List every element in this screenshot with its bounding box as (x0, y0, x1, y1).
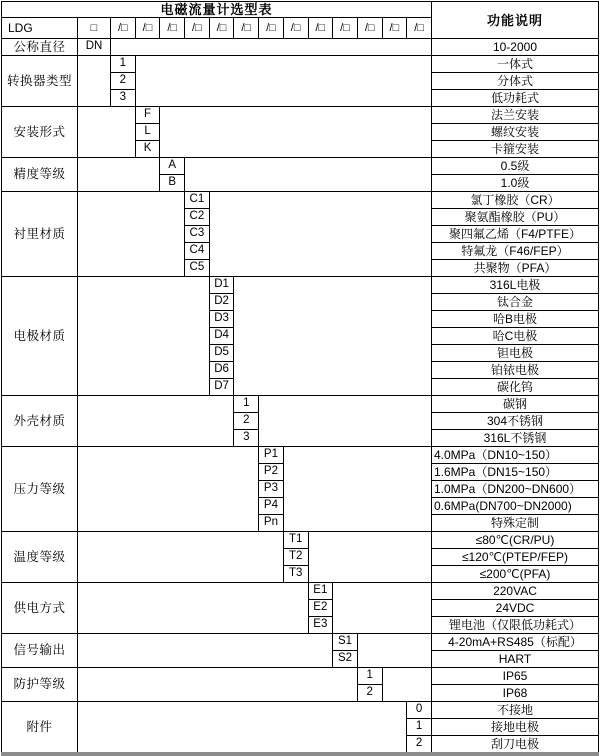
description-cell: IP65 (431, 668, 598, 685)
code-cell: E3 (308, 617, 333, 634)
spacer-cell (111, 39, 432, 56)
description-cell: 316L电极 (431, 277, 598, 294)
description-cell: 碳钢 (431, 396, 598, 413)
description-cell: 卡箍安装 (431, 141, 598, 158)
spacer-cell (78, 192, 185, 277)
row-label: 附件 (2, 702, 78, 755)
row-label: 精度等级 (2, 158, 78, 192)
selection-table (1, 1, 599, 756)
spacer-cell (185, 158, 432, 192)
row-label: 外壳材质 (2, 396, 78, 447)
function-description-header: 功能说明 (431, 2, 598, 39)
table-row (2, 396, 599, 413)
table-row (2, 192, 599, 209)
code-cell: F (135, 107, 160, 124)
description-cell: 1.6MPa（DN15~150） (431, 464, 598, 481)
code-cell: P3 (259, 481, 284, 498)
code-cell: C1 (185, 192, 210, 209)
code-cell: D4 (209, 328, 234, 345)
table-row (2, 668, 599, 685)
code-cell: Pn (259, 515, 284, 532)
description-cell: 4-20mA+RS485（标配） (431, 634, 598, 651)
description-cell: 特殊定制 (431, 515, 598, 532)
code-cell: C5 (185, 260, 210, 277)
description-cell: 钛合金 (431, 294, 598, 311)
row-label: 供电方式 (2, 583, 78, 634)
model-code-slot: /□ (234, 18, 259, 39)
description-cell: 1.0MPa（DN200~DN600） (431, 481, 598, 498)
model-code-slot: /□ (382, 18, 407, 39)
code-cell: L (135, 124, 160, 141)
description-cell: 螺纹安装 (431, 124, 598, 141)
table-row (2, 447, 599, 464)
code-cell: T1 (283, 532, 308, 549)
model-code-slot: /□ (135, 18, 160, 39)
code-cell: T2 (283, 549, 308, 566)
spacer-cell (209, 192, 431, 277)
description-cell: HART (431, 651, 598, 668)
description-cell: 刮刀电极 (431, 736, 598, 755)
spacer-cell (333, 583, 432, 634)
code-cell: D3 (209, 311, 234, 328)
code-cell: D7 (209, 379, 234, 396)
model-code-slot: /□ (259, 18, 284, 39)
description-cell: 316L不锈钢 (431, 430, 598, 447)
code-cell: DN (78, 39, 111, 56)
code-cell: 2 (111, 73, 136, 90)
model-code-slot: /□ (308, 18, 333, 39)
code-cell: 0 (407, 702, 432, 719)
spacer-cell (78, 158, 160, 192)
code-cell: T3 (283, 566, 308, 583)
description-cell: 接地电极 (431, 719, 598, 736)
description-cell: ≤120℃(PTEP/FEP) (431, 549, 598, 566)
description-cell: 法兰安装 (431, 107, 598, 124)
code-cell: 1 (111, 56, 136, 73)
model-code-slot: /□ (209, 18, 234, 39)
model-code-slot: /□ (160, 18, 185, 39)
table-row (2, 107, 599, 124)
code-cell: K (135, 141, 160, 158)
code-cell: 3 (234, 430, 259, 447)
description-cell: 24VDC (431, 600, 598, 617)
code-cell: 2 (357, 685, 382, 702)
description-cell: 锂电池（仅限低功耗式） (431, 617, 598, 634)
code-cell: S2 (333, 651, 358, 668)
description-cell: 哈C电极 (431, 328, 598, 345)
code-cell: 1 (407, 719, 432, 736)
description-cell: 0.5级 (431, 158, 598, 175)
description-cell: 哈B电极 (431, 311, 598, 328)
spacer-cell (78, 447, 259, 532)
row-label: 转换器类型 (2, 56, 78, 107)
spacer-cell (135, 56, 431, 107)
row-label: 安装形式 (2, 107, 78, 158)
code-cell: C2 (185, 209, 210, 226)
row-label: 温度等级 (2, 532, 78, 583)
spacer-cell (308, 532, 431, 583)
table-row (2, 56, 599, 73)
description-cell: 聚四氟乙烯（F4/PTFE） (431, 226, 598, 243)
description-cell: IP68 (431, 685, 598, 702)
row-label: 公称直径 (2, 39, 78, 56)
code-cell: S1 (333, 634, 358, 651)
code-cell: 2 (234, 413, 259, 430)
table-row (2, 158, 599, 175)
description-cell: 低功耗式 (431, 90, 598, 107)
table-row (2, 39, 599, 56)
code-cell: E2 (308, 600, 333, 617)
spacer-cell (78, 56, 111, 107)
spacer-cell (283, 447, 431, 532)
code-cell: C3 (185, 226, 210, 243)
code-cell: A (160, 158, 185, 175)
description-cell: 304不锈钢 (431, 413, 598, 430)
description-cell: 氯丁橡胶（CR） (431, 192, 598, 209)
spacer-cell (357, 634, 431, 668)
row-label: 电极材质 (2, 277, 78, 396)
code-cell: 1 (234, 396, 259, 413)
description-cell: 一体式 (431, 56, 598, 73)
spacer-cell (78, 277, 210, 396)
code-cell: D2 (209, 294, 234, 311)
table-row (2, 583, 599, 600)
description-cell: 共聚物（PFA） (431, 260, 598, 277)
row-label: 信号输出 (2, 634, 78, 668)
description-cell: 特氟龙（F46/FEP） (431, 243, 598, 260)
model-code-slot: /□ (283, 18, 308, 39)
spacer-cell (382, 668, 431, 702)
model-code-slot: /□ (357, 18, 382, 39)
code-cell: E1 (308, 583, 333, 600)
description-cell: 钽电极 (431, 345, 598, 362)
code-cell: 3 (111, 90, 136, 107)
description-cell: 10-2000 (431, 39, 598, 56)
table-row (2, 532, 599, 549)
row-label: 压力等级 (2, 447, 78, 532)
code-cell: D1 (209, 277, 234, 294)
spacer-cell (259, 396, 432, 447)
spacer-cell (78, 702, 407, 755)
spacer-cell (78, 107, 136, 158)
code-cell: D6 (209, 362, 234, 379)
row-label: 防护等级 (2, 668, 78, 702)
spacer-cell (78, 396, 234, 447)
code-cell: 2 (407, 736, 432, 755)
table-row (2, 277, 599, 294)
code-cell: 1 (357, 668, 382, 685)
code-cell: P4 (259, 498, 284, 515)
description-cell: 0.6MPa(DN700~DN2000) (431, 498, 598, 515)
description-cell: 220VAC (431, 583, 598, 600)
model-code-slot: /□ (111, 18, 136, 39)
spacer-cell (160, 107, 432, 158)
code-cell: C4 (185, 243, 210, 260)
spacer-cell (78, 634, 333, 668)
spacer-cell (78, 532, 284, 583)
description-cell: 碳化钨 (431, 379, 598, 396)
table-header-row (2, 2, 599, 18)
code-cell: D5 (209, 345, 234, 362)
description-cell: 1.0级 (431, 175, 598, 192)
row-label: 衬里材质 (2, 192, 78, 277)
spacer-cell (234, 277, 432, 396)
description-cell: ≤80℃(CR/PU) (431, 532, 598, 549)
model-code-slot: /□ (185, 18, 210, 39)
model-prefix-label: LDG (2, 18, 78, 39)
description-cell: 4.0MPa（DN10~150） (431, 447, 598, 464)
code-cell: P1 (259, 447, 284, 464)
model-code-box: □ (78, 18, 111, 39)
code-cell: P2 (259, 464, 284, 481)
spacer-cell (78, 668, 358, 702)
description-cell: 分体式 (431, 73, 598, 90)
table-row (2, 634, 599, 651)
code-cell: B (160, 175, 185, 192)
spacer-cell (78, 583, 309, 634)
model-code-slot: /□ (407, 18, 432, 39)
page-title: 电磁流量计选型表 (2, 2, 432, 18)
description-cell: 铂铱电极 (431, 362, 598, 379)
model-code-slot: /□ (333, 18, 358, 39)
description-cell: 聚氨酯橡胶（PU） (431, 209, 598, 226)
description-cell: ≤200℃(PFA) (431, 566, 598, 583)
description-cell: 不接地 (431, 702, 598, 719)
